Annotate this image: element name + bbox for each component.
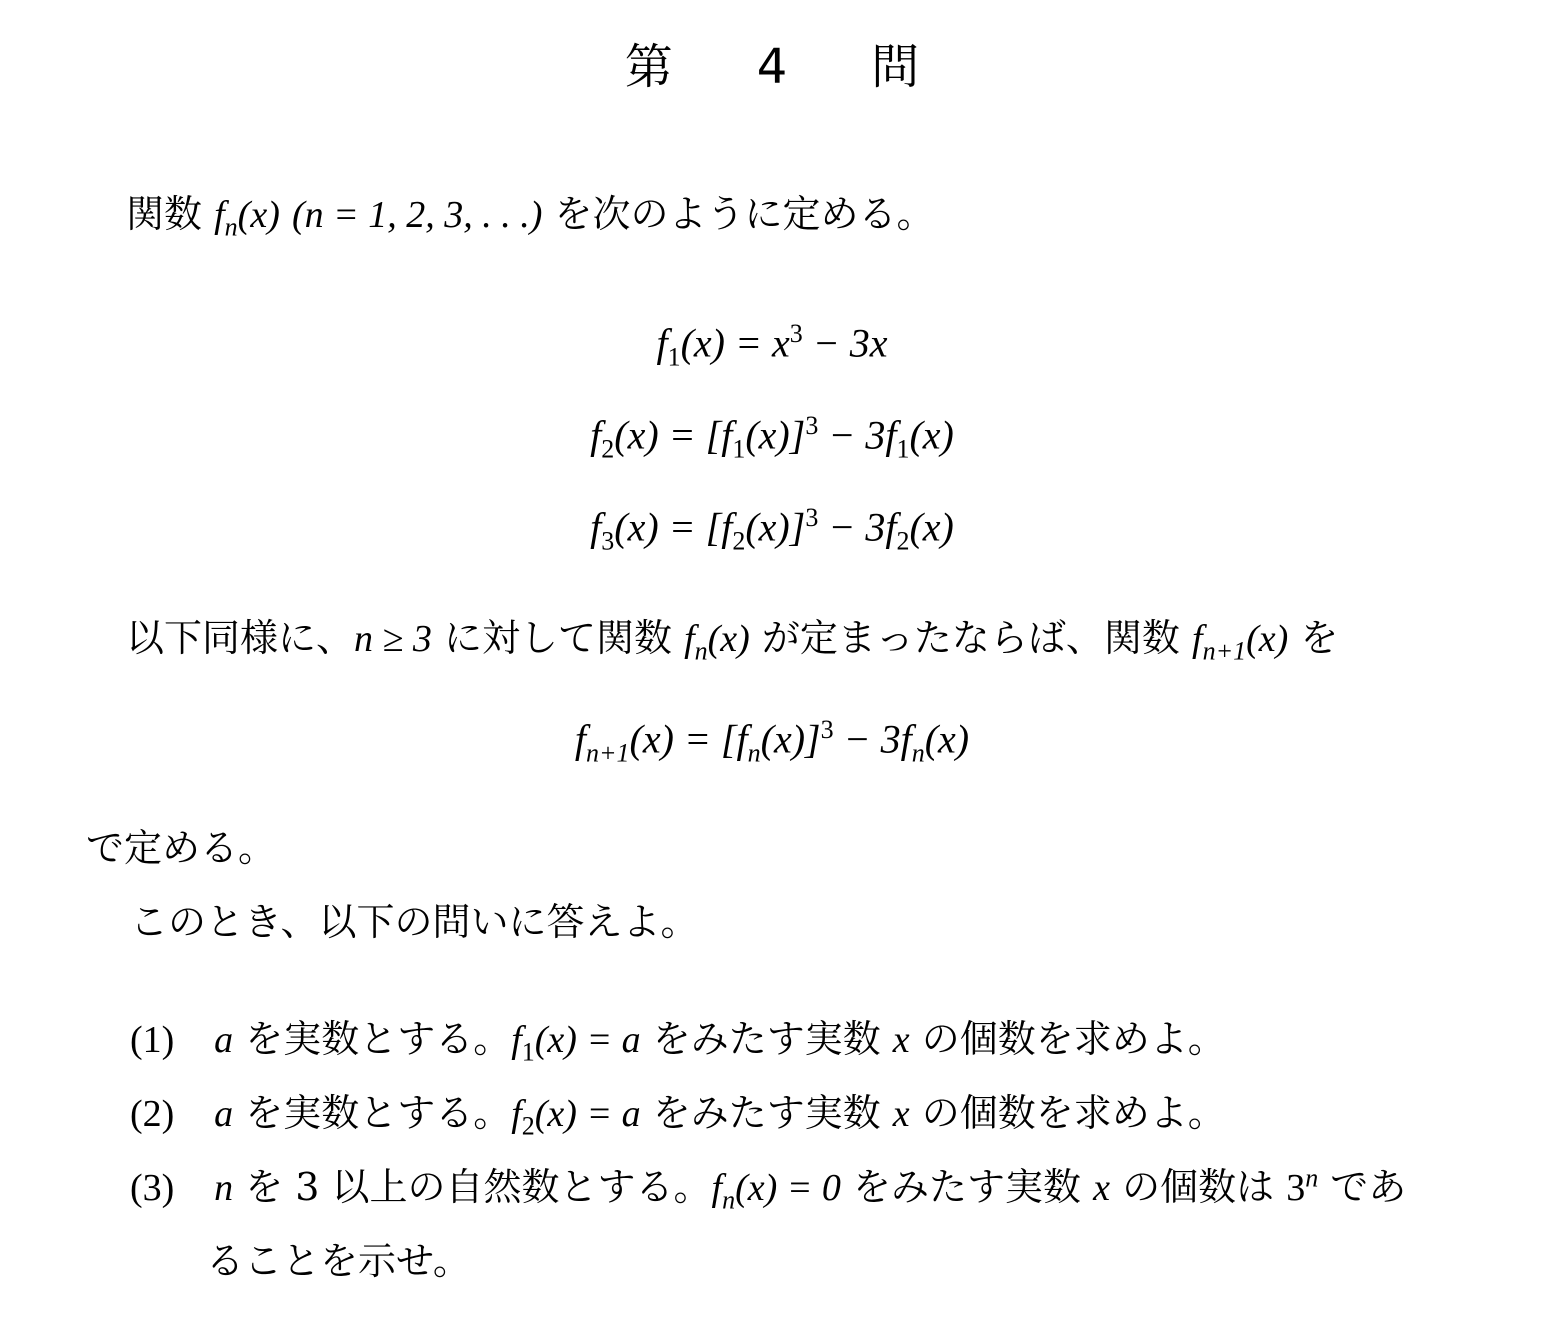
problem-title <box>0 28 1544 97</box>
question-1: (1) a を実数とする。$f_1(x) = a$ をみたす実数 x の個数を求めよ。 <box>130 1017 1226 1067</box>
intro-func: f <box>214 194 225 236</box>
prompt-text: このとき、以下の問いに答えよ。 <box>130 900 699 944</box>
title-part-3: 問 <box>871 39 920 95</box>
equation-1: $f_1(x) = x^3 - 3x$ <box>656 319 888 372</box>
intro-line <box>126 192 935 243</box>
title-part-2: 4 <box>756 39 788 95</box>
question-2: (2) a を実数とする。$f_2(x) = a$ をみたす実数 x の個数を求めよ。 <box>130 1091 1226 1141</box>
intro-sub: n <box>224 212 238 242</box>
intro-tail: を次のように定める。 <box>554 192 935 236</box>
define-tail: で定める。 <box>86 826 277 870</box>
title-part-1: 第 <box>624 39 673 95</box>
intro-range: (n = 1, 2, 3, . . .) <box>291 194 543 236</box>
recursion-equation: $f_{n+1}(x) = [f_n(x)]^3 - 3f_n(x)$ <box>574 715 970 768</box>
intro-arg: (x) <box>237 194 280 236</box>
equation-2: $f_2(x) = [f_1(x)]^3 - 3f_1(x)$ <box>590 411 954 464</box>
equation-3: $f_3(x) = [f_2(x)]^3 - 3f_2(x)$ <box>590 503 954 556</box>
question-3: (3) n を 3 以上の自然数とする。$f_n(x) = 0$ をみたす実数 x の個数は 3$^n$ であ <box>130 1163 1407 1215</box>
intro-lead: 関数 <box>126 192 203 236</box>
similarly-line: 以下同様に、n ≥ 3 に対して関数 $f_n(x)$ が定まったならば、関数 $f_{n+1}(x)$ を <box>126 616 1339 666</box>
question-3-continued: ることを示せ。 <box>206 1239 471 1283</box>
